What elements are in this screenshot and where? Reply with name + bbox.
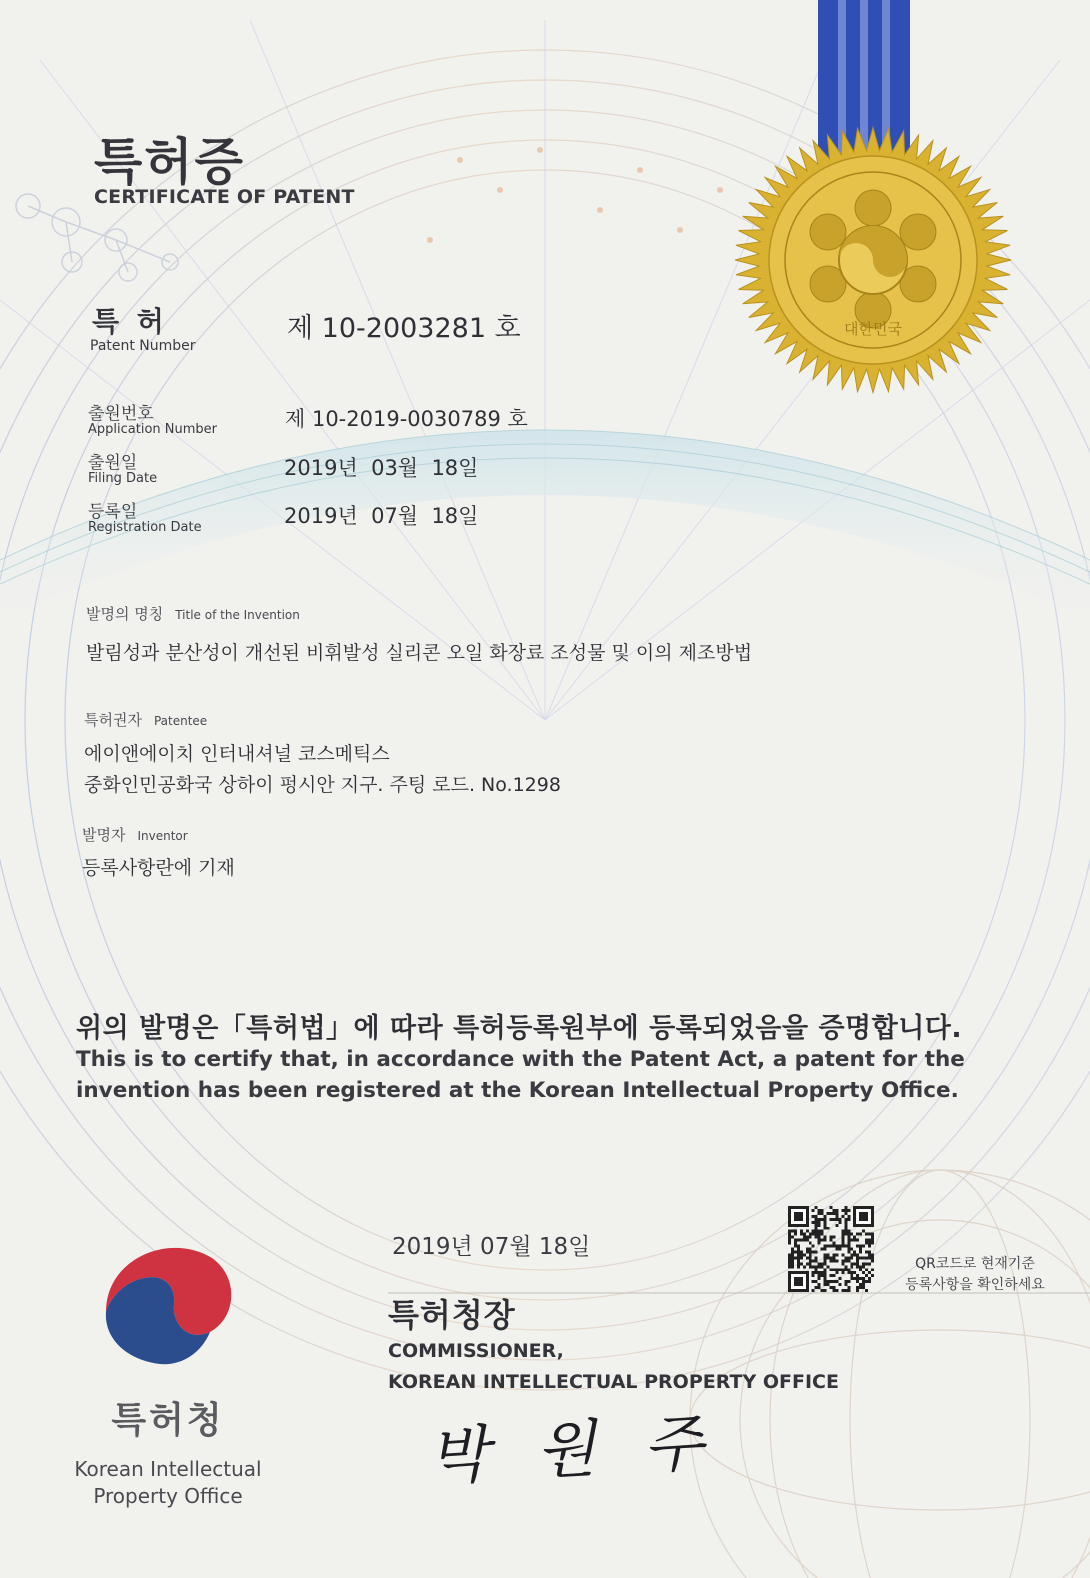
- patentee-label-en: Patentee: [153, 714, 208, 728]
- kipo-logo-icon: [100, 1238, 238, 1370]
- invention-title-label-ko: 발명의 명칭: [86, 605, 164, 623]
- inventor-label: [82, 824, 188, 845]
- registration-date-label: 등록일: [88, 502, 138, 522]
- invention-title-label-en: Title of the Invention: [175, 608, 300, 622]
- certification-statement-en: This is to certify that, in accordance with the Patent Act, a patent for the invention has been registered at the Korean Intellectual Property Office.: [76, 1047, 965, 1103]
- filing-date-value: 2019년 03월 18일: [284, 456, 479, 480]
- application-number-label: 출원번호: [88, 404, 154, 424]
- invention-title-label: [86, 603, 300, 624]
- inventor-value: 등록사항란에 기재: [82, 857, 235, 879]
- patentee-label: [84, 709, 207, 730]
- issue-date: 2019년 07월 18일: [392, 1234, 591, 1260]
- commissioner-title-ko: 특허청장: [388, 1296, 516, 1334]
- kipo-name-en: [60, 1456, 276, 1510]
- document-title: 특허증: [94, 133, 245, 191]
- patent-number-label-en: Patent Number: [90, 338, 196, 354]
- commissioner-title-en: [388, 1336, 839, 1398]
- inventor-label-ko: 발명자: [82, 826, 126, 844]
- qr-note: [882, 1254, 1068, 1296]
- patent-number-label: 특 허: [92, 305, 168, 338]
- inventor-label-en: Inventor: [137, 829, 188, 843]
- patentee-address: 중화인민공화국 상하이 펑시안 지구. 주팅 로드. No.1298: [84, 774, 561, 796]
- filing-date-label-en: Filing Date: [88, 471, 158, 486]
- patentee-name: 에이앤에이치 인터내셔널 코스메틱스: [84, 743, 390, 765]
- patentee-label-ko: 특허권자: [84, 711, 142, 729]
- application-number-label-en: Application Number: [88, 422, 217, 437]
- kipo-name-en-line1: Korean Intellectual: [74, 1457, 262, 1481]
- commissioner-title-en-line1: COMMISSIONER,: [388, 1340, 564, 1362]
- qr-note-line1: QR코드로 현재기준: [915, 1256, 1035, 1272]
- kipo-name-ko: 특허청: [111, 1400, 225, 1441]
- seal-text: 대한민국: [844, 320, 902, 338]
- commissioner-title-en-line2: KOREAN INTELLECTUAL PROPERTY OFFICE: [388, 1371, 839, 1393]
- registration-date-value: 2019년 07월 18일: [284, 504, 479, 528]
- registration-date-label-en: Registration Date: [88, 520, 202, 535]
- kipo-name-en-line2: Property Office: [93, 1484, 243, 1508]
- qr-code-icon[interactable]: [788, 1206, 874, 1292]
- certification-statement-ko: 위의 발명은「특허법」에 따라 특허등록원부에 등록되었음을 증명합니다.: [76, 1013, 963, 1044]
- application-number-value: 제 10-2019-0030789 호: [285, 407, 528, 431]
- signature: 박 원 주: [426, 1405, 720, 1494]
- document-subtitle: CERTIFICATE OF PATENT: [94, 186, 355, 208]
- patent-number-value: 제 10-2003281 호: [287, 313, 521, 344]
- gold-seal-icon: [728, 122, 1018, 398]
- qr-note-line2: 등록사항을 확인하세요: [905, 1277, 1045, 1293]
- invention-title-value: 발림성과 분산성이 개선된 비휘발성 실리콘 오일 화장료 조성물 및 이의 제조방법: [86, 642, 753, 664]
- filing-date-label: 출원일: [88, 453, 138, 473]
